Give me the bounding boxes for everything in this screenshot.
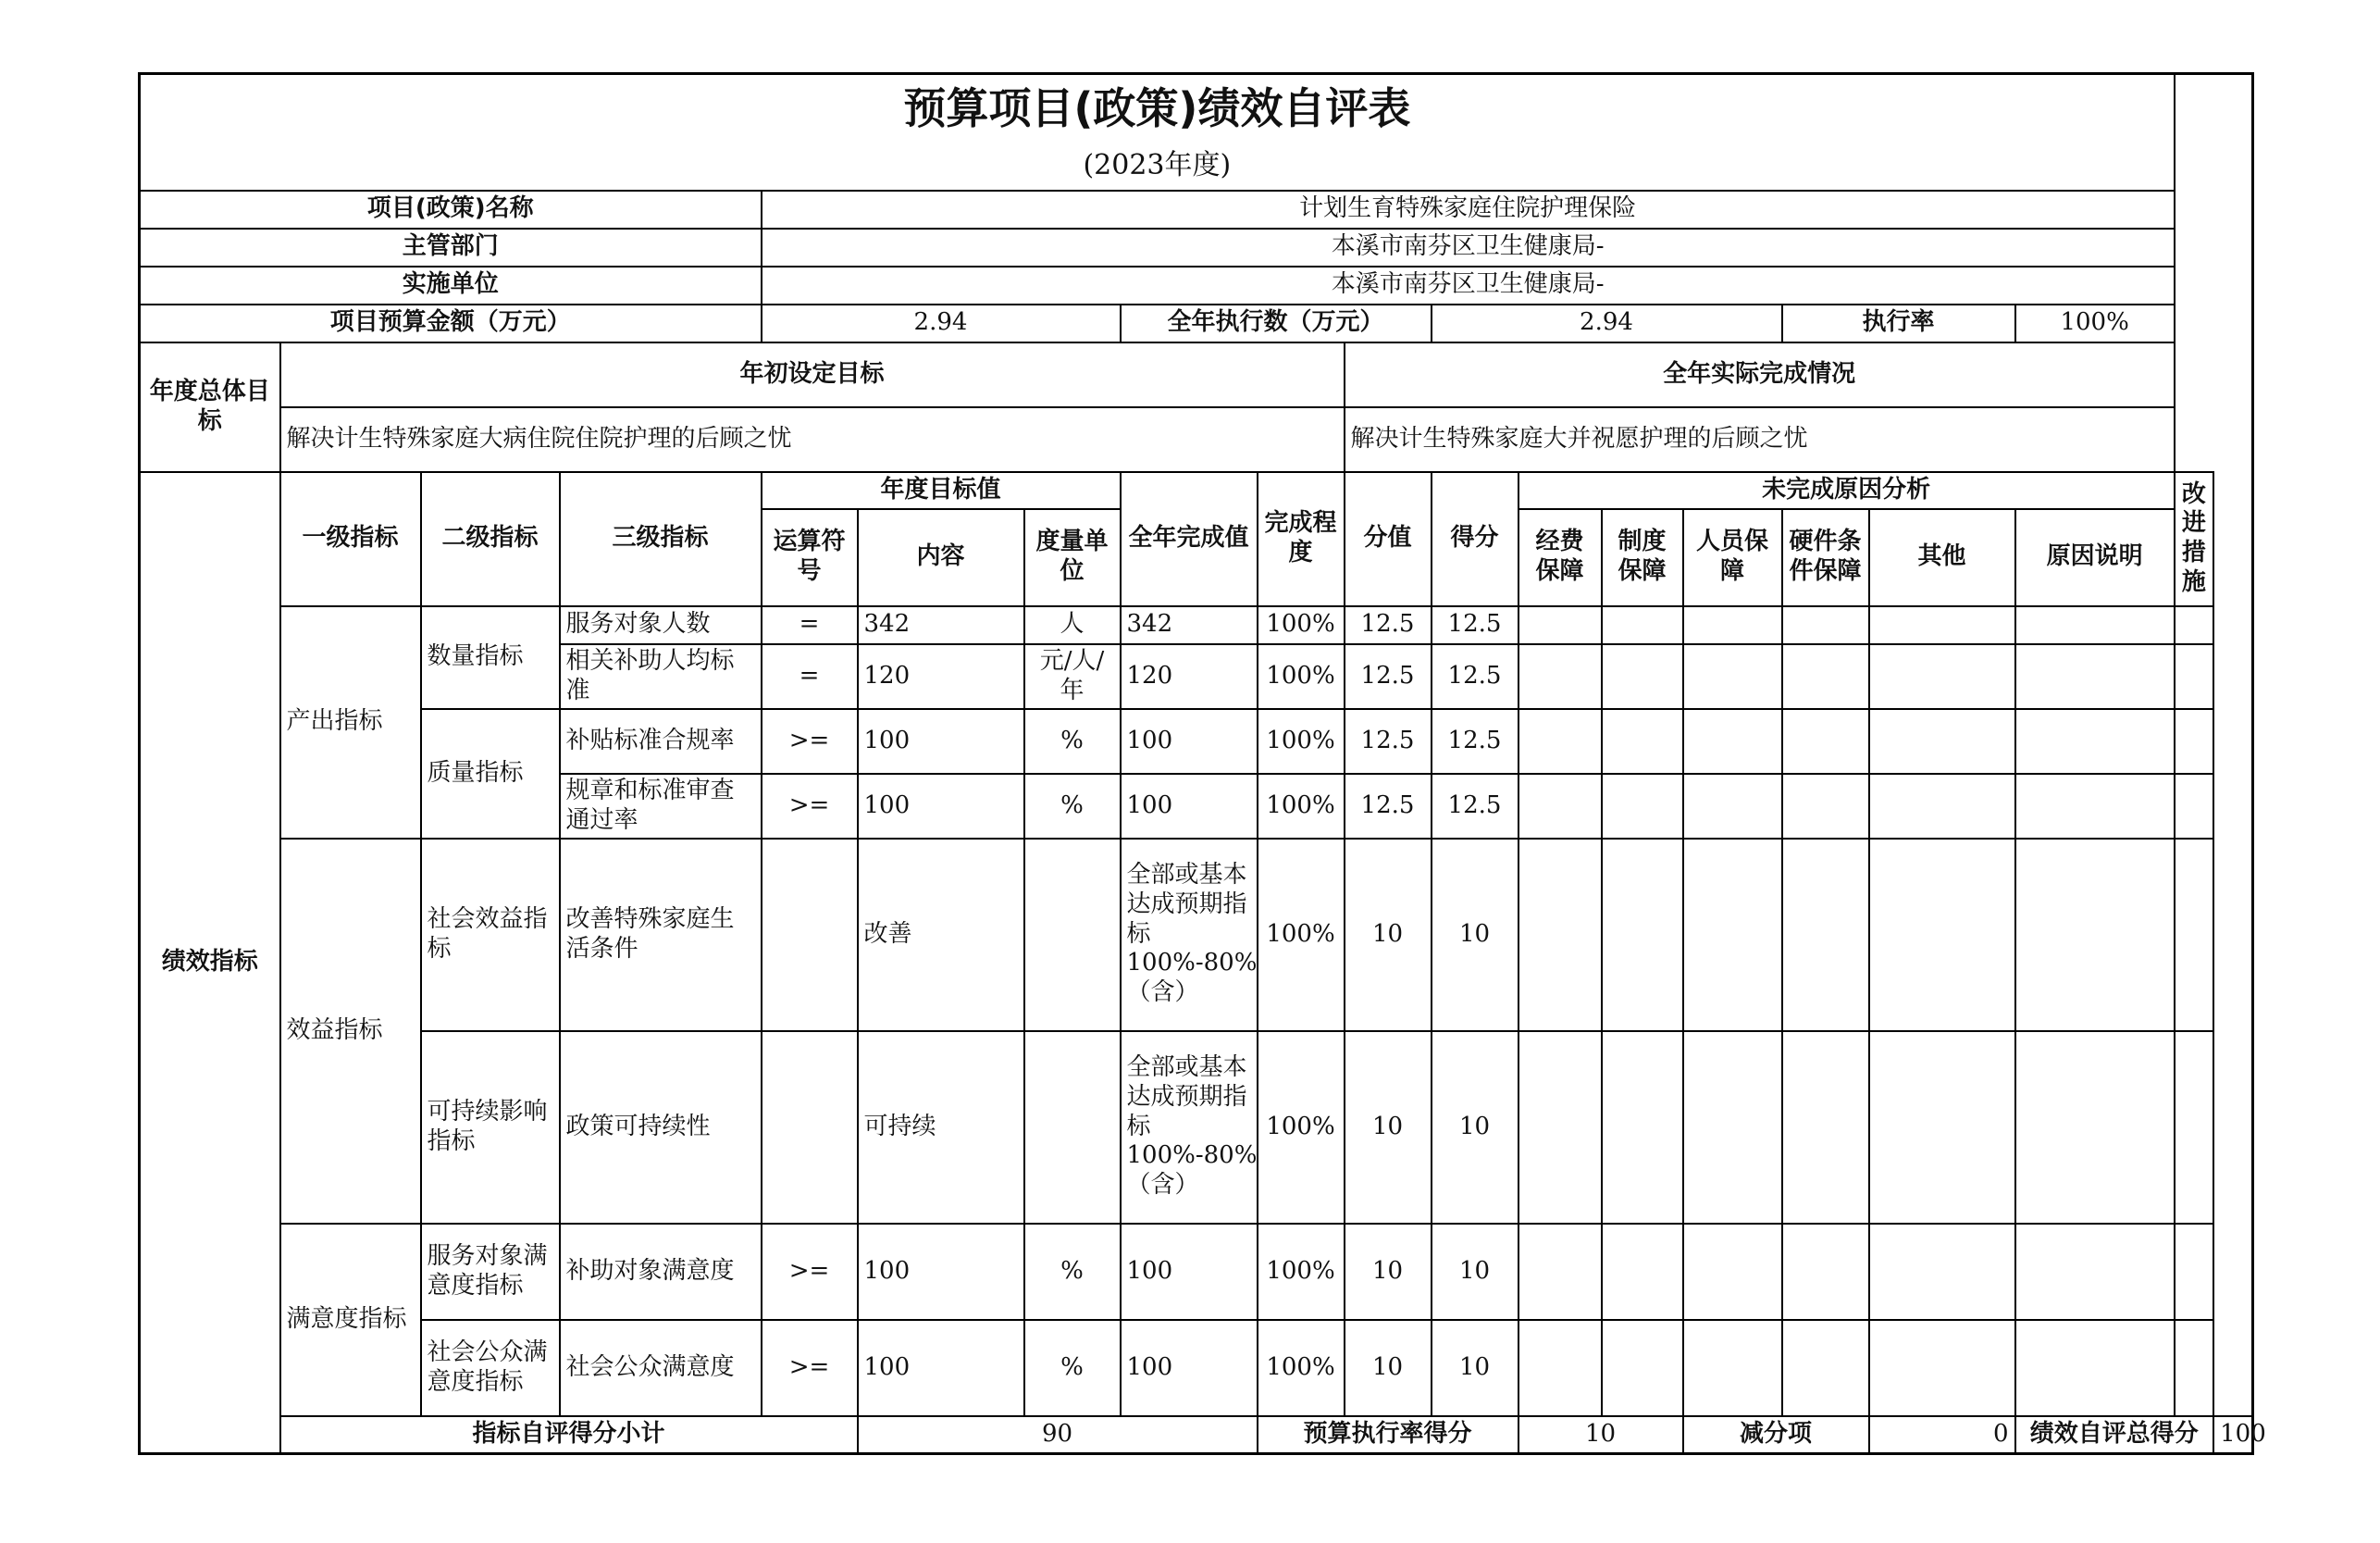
exec-rate-value: 100% <box>2015 305 2175 342</box>
indicator-name: 改善特殊家庭生活条件 <box>560 839 762 1031</box>
indicator-operator: >= <box>762 1224 858 1320</box>
indicator-actual: 342 <box>1121 606 1258 644</box>
indicator-operator <box>762 1031 858 1224</box>
indicator-completion: 100% <box>1258 774 1345 839</box>
impl-label: 实施单位 <box>140 267 762 305</box>
subtotal-label: 指标自评得分小计 <box>280 1416 858 1454</box>
indicator-actual: 全部或基本达成预期指标100%-80%（含） <box>1121 839 1258 1031</box>
header-score: 得分 <box>1432 472 1518 606</box>
indicator-score: 10 <box>1432 1031 1518 1224</box>
indicator-unit: % <box>1024 709 1121 774</box>
header-personnel: 人员保障 <box>1683 509 1782 606</box>
indicator-unit <box>1024 1031 1121 1224</box>
indicator-unit <box>1024 839 1121 1031</box>
group-benefit: 效益指标 <box>280 839 421 1224</box>
header-unit: 度量单位 <box>1024 509 1121 606</box>
header-content: 内容 <box>858 509 1024 606</box>
indicator-score: 12.5 <box>1432 709 1518 774</box>
header-improve: 改进措施 <box>2175 472 2213 606</box>
indicator-unit: % <box>1024 774 1121 839</box>
indicator-content: 100 <box>858 774 1024 839</box>
group-quantity: 数量指标 <box>421 606 560 709</box>
dept-label: 主管部门 <box>140 229 762 267</box>
header-level1: 一级指标 <box>280 472 421 606</box>
indicator-value: 10 <box>1345 1320 1432 1416</box>
group-quality: 质量指标 <box>421 709 560 839</box>
indicator-score: 10 <box>1432 839 1518 1031</box>
header-other: 其他 <box>1869 509 2015 606</box>
header-unfinished: 未完成原因分析 <box>1518 472 2175 509</box>
indicator-unit: % <box>1024 1224 1121 1320</box>
subtotal-value: 90 <box>858 1416 1258 1454</box>
indicator-value: 12.5 <box>1345 709 1432 774</box>
project-name: 计划生育特殊家庭住院护理保险 <box>762 191 2175 229</box>
indicator-value: 12.5 <box>1345 606 1432 644</box>
report-year: (2023年度) <box>140 143 2175 191</box>
indicator-score: 12.5 <box>1432 606 1518 644</box>
project-name-label: 项目(政策)名称 <box>140 191 762 229</box>
indicator-score: 10 <box>1432 1224 1518 1320</box>
indicator-score: 12.5 <box>1432 774 1518 839</box>
header-system: 制度保障 <box>1602 509 1683 606</box>
indicator-content: 120 <box>858 644 1024 709</box>
indicator-score: 10 <box>1432 1320 1518 1416</box>
indicator-unit: 人 <box>1024 606 1121 644</box>
indicator-content: 342 <box>858 606 1024 644</box>
indicator-name: 补助对象满意度 <box>560 1224 762 1320</box>
indicator-content: 改善 <box>858 839 1024 1031</box>
exec-value: 2.94 <box>1432 305 1782 342</box>
group-public-satisfaction: 社会公众满意度指标 <box>421 1320 560 1416</box>
perf-label: 绩效指标 <box>140 472 280 1454</box>
deduction-label: 减分项 <box>1683 1416 1869 1454</box>
indicator-unit: % <box>1024 1320 1121 1416</box>
indicator-completion: 100% <box>1258 606 1345 644</box>
indicator-actual: 全部或基本达成预期指标100%-80%（含） <box>1121 1031 1258 1224</box>
indicator-name: 服务对象人数 <box>560 606 762 644</box>
indicator-completion: 100% <box>1258 709 1345 774</box>
indicator-value: 12.5 <box>1345 644 1432 709</box>
indicator-operator: = <box>762 606 858 644</box>
header-level3: 三级指标 <box>560 472 762 606</box>
goal-actual-header: 全年实际完成情况 <box>1345 342 2175 407</box>
page-title: 预算项目(政策)绩效自评表 <box>140 74 2175 143</box>
header-funding: 经费保障 <box>1518 509 1602 606</box>
indicator-completion: 100% <box>1258 1224 1345 1320</box>
indicator-completion: 100% <box>1258 644 1345 709</box>
indicator-value: 12.5 <box>1345 774 1432 839</box>
indicator-name: 社会公众满意度 <box>560 1320 762 1416</box>
header-completion: 完成程度 <box>1258 472 1345 606</box>
impl-value: 本溪市南芬区卫生健康局- <box>762 267 2175 305</box>
deduction-value: 0 <box>1869 1416 2015 1454</box>
indicator-operator: >= <box>762 1320 858 1416</box>
indicator-name: 补贴标准合规率 <box>560 709 762 774</box>
indicator-name: 政策可持续性 <box>560 1031 762 1224</box>
indicator-operator <box>762 839 858 1031</box>
indicator-completion: 100% <box>1258 1320 1345 1416</box>
evaluation-sheet <box>138 72 2266 1455</box>
indicator-value: 10 <box>1345 1224 1432 1320</box>
group-sustainable: 可持续影响指标 <box>421 1031 560 1224</box>
indicator-actual: 100 <box>1121 774 1258 839</box>
header-operator: 运算符号 <box>762 509 858 606</box>
group-service-satisfaction: 服务对象满意度指标 <box>421 1224 560 1320</box>
indicator-unit: 元/人/年 <box>1024 644 1121 709</box>
indicator-completion: 100% <box>1258 839 1345 1031</box>
group-social-benefit: 社会效益指标 <box>421 839 560 1031</box>
header-reason: 原因说明 <box>2015 509 2175 606</box>
group-satisfaction: 满意度指标 <box>280 1224 421 1416</box>
goal-set-text: 解决计生特殊家庭大病住院住院护理的后顾之忧 <box>280 407 1345 472</box>
header-score-value: 分值 <box>1345 472 1432 606</box>
indicator-operator: >= <box>762 709 858 774</box>
indicator-content: 可持续 <box>858 1031 1024 1224</box>
indicator-operator: = <box>762 644 858 709</box>
indicator-score: 12.5 <box>1432 644 1518 709</box>
budget-score-value: 10 <box>1518 1416 1683 1454</box>
indicator-actual: 120 <box>1121 644 1258 709</box>
exec-label: 全年执行数（万元） <box>1121 305 1432 342</box>
indicator-content: 100 <box>858 1320 1024 1416</box>
header-annual-target: 年度目标值 <box>762 472 1121 509</box>
header-hardware: 硬件条件保障 <box>1782 509 1869 606</box>
header-level2: 二级指标 <box>421 472 560 606</box>
budget-label: 项目预算金额（万元） <box>140 305 762 342</box>
indicator-completion: 100% <box>1258 1031 1345 1224</box>
goal-actual-text: 解决计生特殊家庭大并祝愿护理的后顾之忧 <box>1345 407 2175 472</box>
indicator-actual: 100 <box>1121 1224 1258 1320</box>
group-output: 产出指标 <box>280 606 421 839</box>
indicator-actual: 100 <box>1121 709 1258 774</box>
indicator-value: 10 <box>1345 839 1432 1031</box>
budget-score-label: 预算执行率得分 <box>1258 1416 1518 1454</box>
budget-value: 2.94 <box>762 305 1121 342</box>
indicator-actual: 100 <box>1121 1320 1258 1416</box>
evaluation-table <box>138 72 2266 1455</box>
indicator-name: 规章和标准审查通过率 <box>560 774 762 839</box>
indicator-value: 10 <box>1345 1031 1432 1224</box>
indicator-content: 100 <box>858 709 1024 774</box>
dept-value: 本溪市南芬区卫生健康局- <box>762 229 2175 267</box>
indicator-name: 相关补助人均标准 <box>560 644 762 709</box>
indicator-operator: >= <box>762 774 858 839</box>
total-value: 100 <box>2213 1416 2252 1454</box>
goal-set-header: 年初设定目标 <box>280 342 1345 407</box>
goal-label: 年度总体目标 <box>140 342 280 472</box>
total-label: 绩效自评总得分 <box>2015 1416 2214 1454</box>
indicator-content: 100 <box>858 1224 1024 1320</box>
header-actual: 全年完成值 <box>1121 472 1258 606</box>
exec-rate-label: 执行率 <box>1782 305 2015 342</box>
